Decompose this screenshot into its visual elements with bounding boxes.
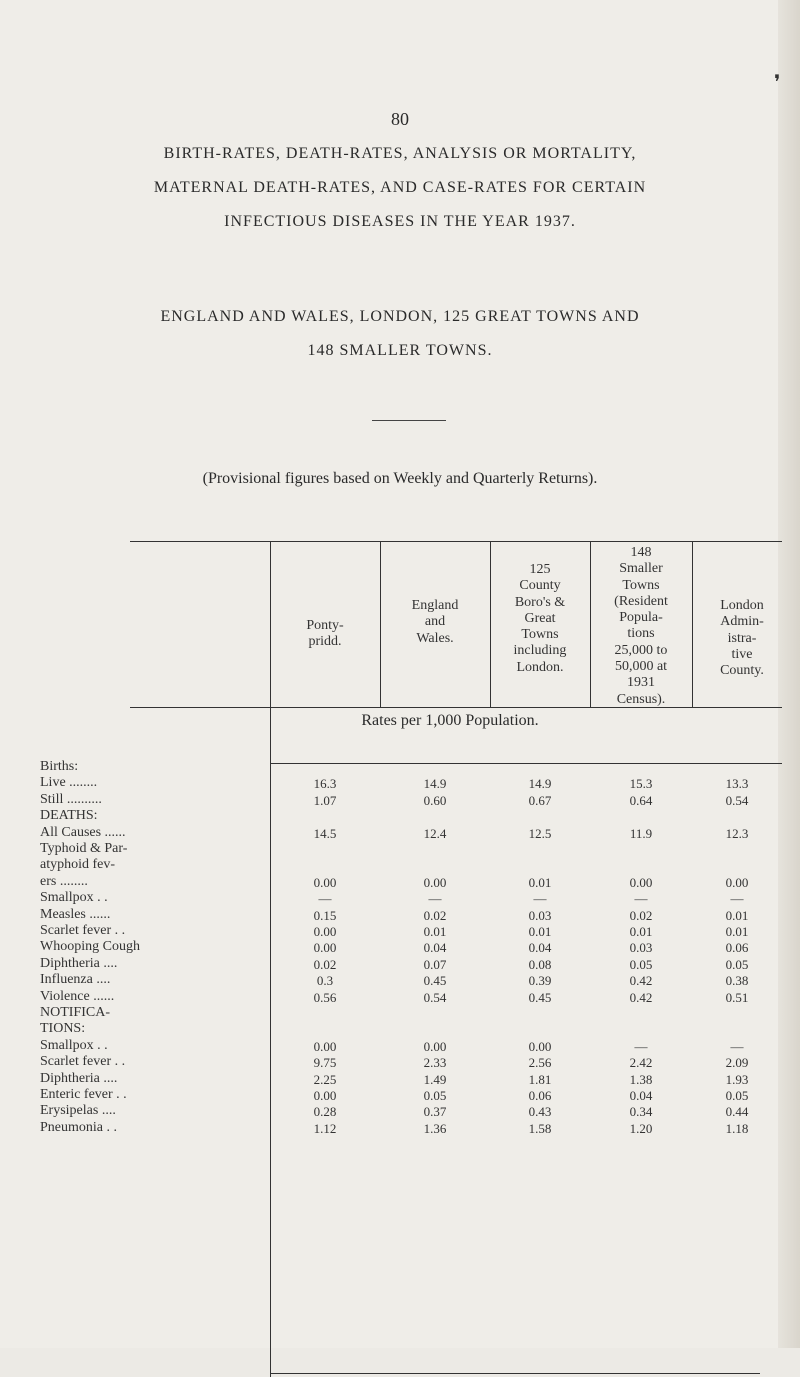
divider-rule (372, 420, 446, 421)
table-cell: 0.42 (629, 989, 653, 1005)
row-label: Still .......... (40, 791, 102, 807)
column-header-line: 148 (630, 545, 652, 560)
main-title (40, 137, 760, 239)
table-cell: — (318, 891, 332, 907)
column-header-pontypridd (270, 618, 380, 651)
table-cell: 1.81 (528, 1071, 552, 1087)
column-header-line: London. (516, 659, 564, 675)
table-cell: — (428, 891, 442, 907)
row-label: Smallpox . . (40, 890, 108, 906)
row-label: Whooping Cough (40, 939, 140, 955)
table-cell: 2.25 (313, 1071, 337, 1087)
table-cell: 1.93 (725, 1071, 749, 1087)
table-cell: 0.64 (629, 792, 653, 808)
column-header-line: Boro's & (514, 594, 566, 610)
table-cell: 0.00 (313, 940, 337, 956)
row-label: All Causes ...... (40, 824, 126, 840)
table-cell: 1.20 (629, 1120, 653, 1136)
table-cell: 0.3 (316, 973, 334, 989)
table-cell: 14.5 (313, 825, 337, 841)
table-cell: 14.9 (423, 776, 447, 792)
table-cell: 2.09 (725, 1055, 749, 1071)
column-header-line: Great (524, 610, 556, 626)
table-cell: 0.05 (423, 1088, 447, 1103)
column-header-line: Popula- (619, 610, 663, 626)
row-label: Typhoid & Par- (40, 841, 128, 856)
table-cell: 1.36 (423, 1120, 447, 1136)
table-cell: 12.5 (528, 825, 552, 841)
table-cell: 1.07 (313, 792, 337, 808)
row-label: ers ........ (40, 873, 88, 889)
title-line-2: MATERNAL DEATH-RATES, AND CASE-RATES FOR CERTAIN (153, 179, 647, 196)
column-header-line: 25,000 to (614, 642, 668, 658)
table-cell: 0.00 (313, 874, 337, 890)
column-header-line: 125 (529, 562, 551, 577)
table-cell: 2.33 (423, 1055, 447, 1071)
table-cell: 1.58 (528, 1120, 552, 1136)
table-cell: 0.01 (528, 924, 552, 939)
column-header-125-great-towns (490, 562, 590, 676)
table-cell: 0.01 (725, 907, 749, 923)
table-cell: — (730, 891, 744, 907)
column-header-england-wales (380, 598, 490, 647)
subtitle-line-1: ENGLAND AND WALES, LONDON, 125 GREAT TOWNS AND (160, 308, 640, 325)
table-cell: 0.56 (313, 989, 337, 1005)
table-cell: 12.3 (725, 825, 749, 841)
table-cell: 15.3 (629, 776, 653, 792)
page-number: 80 (391, 109, 409, 129)
table-cell: 0.02 (629, 907, 653, 923)
table-cell: 0.01 (423, 924, 447, 939)
table-cell: 0.54 (725, 792, 749, 808)
table-cell: — (730, 1038, 744, 1054)
table-cell: 11.9 (629, 825, 653, 841)
table-cell: 13.3 (725, 776, 749, 792)
row-label: Violence ...... (40, 988, 115, 1004)
table-cell: 0.04 (528, 940, 552, 956)
table-cell: 1.38 (629, 1071, 653, 1087)
table-bottom-rule (270, 1373, 760, 1374)
table-cell: 0.04 (423, 940, 447, 956)
row-label: atyphoid fev- (40, 857, 116, 873)
table-cell: 0.02 (313, 956, 337, 972)
column-header-line: tive (731, 646, 753, 662)
column-header-148-smaller-towns (590, 545, 692, 708)
table-cell: 0.38 (725, 973, 749, 989)
row-label: Diphtheria .... (40, 955, 118, 971)
column-header-line: Census). (616, 691, 666, 707)
table-cell: 0.03 (528, 907, 552, 923)
table-cell: 0.00 (313, 1038, 337, 1054)
table-cell: 0.00 (725, 874, 749, 890)
table-cell: 0.04 (629, 1088, 653, 1103)
row-label: Measles ...... (40, 906, 111, 922)
table-cell: 0.05 (725, 1088, 749, 1103)
rates-caption: Rates per 1,000 Population. (361, 712, 539, 729)
column-header-line: pridd. (308, 634, 342, 650)
column-header-line: Towns (622, 577, 660, 593)
table-cell: 0.60 (423, 792, 447, 808)
row-label: TIONS: (40, 1021, 86, 1037)
table-cell: 0.06 (725, 940, 749, 956)
subtitle-block (40, 300, 760, 368)
table-cell: 0.01 (725, 924, 749, 939)
column-header-line: Admin- (720, 614, 764, 630)
table-cell: 2.56 (528, 1055, 552, 1071)
table-cell: 0.03 (629, 940, 653, 956)
table-cell: 0.00 (528, 1038, 552, 1054)
table-cell: 0.08 (528, 956, 552, 972)
row-label: Smallpox . . (40, 1037, 108, 1053)
column-header-line: and (424, 614, 446, 630)
row-label: DEATHS: (40, 808, 98, 824)
column-header-line: Ponty- (306, 618, 344, 633)
table-cell: 0.28 (313, 1104, 337, 1120)
column-header-line: tions (627, 626, 655, 642)
table-cell: 0.05 (725, 956, 749, 972)
subtitle-line-2: 148 SMALLER TOWNS. (307, 342, 493, 359)
table-cell: 0.67 (528, 792, 552, 808)
table-cell: 0.43 (528, 1104, 552, 1120)
row-label: Births: (40, 759, 79, 774)
table-cell: 16.3 (313, 776, 337, 792)
row-label: Diphtheria .... (40, 1070, 118, 1086)
table-cell: 14.9 (528, 776, 552, 792)
row-label: Influenza .... (40, 972, 111, 988)
table-cell: 9.75 (313, 1055, 337, 1071)
column-header-line: including (513, 643, 567, 659)
title-line-1: BIRTH-RATES, DEATH-RATES, ANALYSIS OR MORTALITY, (163, 145, 637, 162)
table-cell: 2.42 (629, 1055, 653, 1071)
column-header-line: England (411, 598, 459, 613)
table-cell: 0.02 (423, 907, 447, 923)
row-label: Enteric fever . . (40, 1087, 127, 1102)
row-label: NOTIFICA- (40, 1005, 110, 1020)
table-cell: — (634, 891, 648, 907)
title-line-3: INFECTIOUS DISEASES IN THE YEAR 1937. (224, 213, 576, 230)
row-label: Scarlet fever . . (40, 923, 126, 938)
table-cell: 0.00 (313, 1088, 337, 1103)
table-cell: 0.37 (423, 1104, 447, 1120)
table-cell: 0.51 (725, 989, 749, 1005)
table-cell: 1.18 (725, 1120, 749, 1136)
table-cell: — (634, 1038, 648, 1054)
table-cell: 0.06 (528, 1088, 552, 1103)
column-header-line: 1931 (627, 675, 655, 691)
table-cell: 0.01 (629, 924, 653, 939)
table-cell: 0.00 (313, 924, 337, 939)
column-header-line: Towns (521, 627, 559, 643)
table-cell: 0.54 (423, 989, 447, 1005)
provisional-note: (Provisional figures based on Weekly and Quarterly Returns). (202, 470, 598, 487)
table-cell: 0.00 (629, 874, 653, 890)
table-top-rule (130, 541, 782, 542)
row-label: Live ........ (40, 775, 98, 791)
table-cell: 0.45 (423, 973, 447, 989)
table-cell: 0.39 (528, 973, 552, 989)
row-label: Erysipelas .... (40, 1103, 116, 1119)
column-header-line: istra- (727, 630, 757, 646)
column-header-london-county (692, 598, 792, 679)
table-cell: 0.00 (423, 874, 447, 890)
table-cell: — (533, 891, 547, 907)
table-body-top-rule (270, 763, 782, 764)
column-header-line: Smaller (619, 561, 663, 577)
table-cell: 1.12 (313, 1120, 337, 1136)
column-header-line: County. (720, 663, 764, 679)
table-cell: 0.15 (313, 907, 337, 923)
table-cell: 1.49 (423, 1071, 447, 1087)
column-header-line: London (720, 598, 764, 613)
column-header-line: 50,000 at (614, 659, 668, 675)
column-header-line: (Resident (614, 593, 668, 609)
table-cell: 0.05 (629, 956, 653, 972)
table-cell: 0.00 (423, 1038, 447, 1054)
row-label: Scarlet fever . . (40, 1054, 126, 1070)
table-cell: 0.42 (629, 973, 653, 989)
table-cell: 0.07 (423, 956, 447, 972)
table-cell: 12.4 (423, 825, 447, 841)
column-header-line: County (519, 578, 561, 594)
table-cell: 0.45 (528, 989, 552, 1005)
column-header-line: Wales. (416, 630, 454, 646)
row-label: Pneumonia . . (40, 1119, 117, 1135)
page-corner-mark: ❜ (774, 72, 781, 94)
table-cell: 0.44 (725, 1104, 749, 1120)
table-cell: 0.01 (528, 874, 552, 890)
table-cell: 0.34 (629, 1104, 653, 1120)
